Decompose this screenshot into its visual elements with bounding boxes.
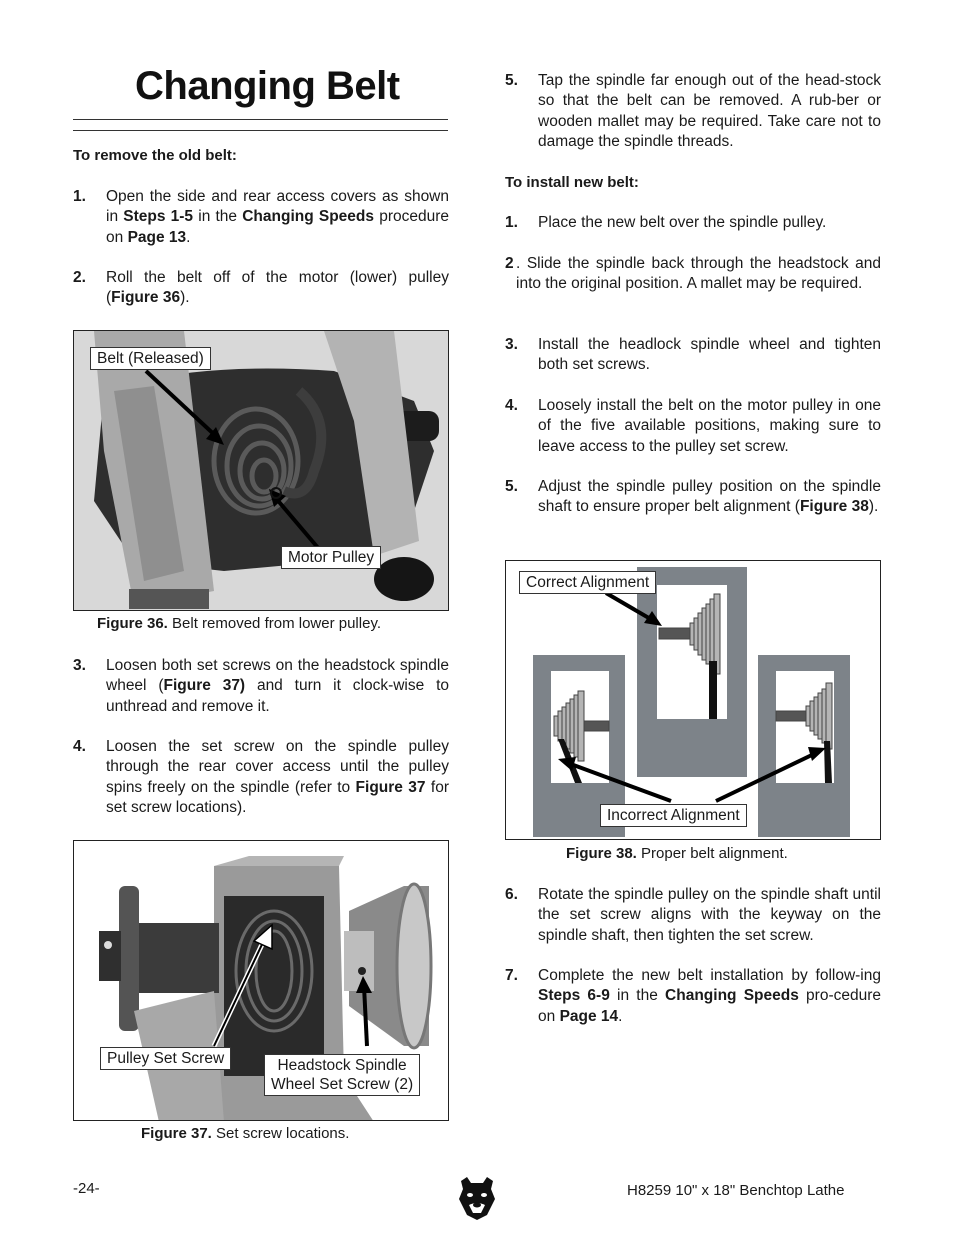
step-text: Open the side and rear access covers as shown in	[106, 188, 449, 226]
step-ref: Figure 38	[799, 498, 869, 516]
step-text: Complete the new belt installation by follow-ing	[538, 967, 881, 984]
step-number: 3.	[505, 336, 518, 353]
install-step-1	[505, 213, 881, 235]
install-step-2	[505, 254, 881, 316]
figure-36-label-motor-pulley: Motor Pulley	[281, 546, 381, 569]
remove-heading: To remove the old belt:	[73, 147, 237, 164]
step-ref: Changing Speeds	[242, 208, 375, 226]
step-text: .	[618, 1007, 623, 1025]
step-text: procedure on	[106, 208, 450, 246]
figure-37-label-headstock-set-screw	[264, 1054, 420, 1096]
install-step-5	[505, 477, 881, 539]
step-ref: Page 14	[559, 1007, 619, 1025]
remove-step-1	[73, 187, 449, 249]
step-number: 3.	[73, 657, 86, 674]
step-number: 6.	[505, 886, 518, 903]
step-text: pro-cedure on	[538, 987, 882, 1025]
step-number: 1.	[505, 214, 518, 231]
caption-text: Set screw locations.	[211, 1125, 350, 1142]
step-text: Loosen the set screw on the spindle pulley through the rear cover access until the pulley spins freely on the spindle (refer to	[106, 738, 449, 796]
step-ref: Figure 37	[355, 778, 426, 796]
step-ref: Figure 36	[111, 289, 181, 307]
step-number: 4.	[73, 738, 86, 755]
step-text: .	[186, 228, 191, 246]
step-ref: Steps 6-9	[538, 987, 610, 1005]
step-text: Roll the belt off of the motor (lower) pulley (	[106, 269, 449, 307]
page-number: -24-	[73, 1180, 100, 1197]
figure-38-label-incorrect: Incorrect Alignment	[600, 804, 747, 827]
figure-36-caption	[97, 615, 381, 632]
remove-step-2	[73, 268, 449, 310]
step-number: 5.	[505, 478, 518, 495]
step-text: Loosen both set screws on the headstock spindle wheel (	[106, 657, 449, 695]
install-step-4	[505, 396, 881, 458]
caption-text: Proper belt alignment.	[636, 845, 788, 862]
step-text: and turn it clock-wise to unthread and remove it.	[106, 677, 450, 715]
remove-step-4	[73, 737, 449, 821]
step-text: Rotate the spindle pulley on the spindle shaft until the set screw aligns with the keyway on the spindle shaft, then tighten the set screw.	[538, 886, 881, 944]
step-text: . Slide the spindle back through the headstock and into the original position. A mallet may be required.	[516, 255, 881, 293]
step-ref: Steps 1-5	[123, 208, 194, 226]
install-step-7	[505, 966, 881, 1028]
figure-37-photo	[73, 840, 449, 1121]
step-text: for set screw locations).	[106, 778, 449, 816]
figure-37-label-pulley-set-screw: Pulley Set Screw	[100, 1047, 231, 1070]
figure-37-caption	[141, 1125, 349, 1142]
step-text: Install the headlock spindle wheel and tighten both set screws.	[538, 336, 881, 374]
step-text: Place the new belt over the spindle pulley.	[538, 214, 827, 231]
step-number: 4.	[505, 397, 518, 414]
step-number: 2	[505, 255, 514, 272]
caption-number: Figure 38.	[566, 845, 637, 862]
title-rule-bottom	[73, 130, 448, 131]
step-number: 7.	[505, 967, 518, 984]
figure-38-diagram	[505, 560, 881, 840]
step-number: 1.	[73, 188, 86, 205]
label-line: Headstock Spindle	[277, 1057, 407, 1074]
figure-36-label-belt: Belt (Released)	[90, 347, 211, 370]
label-line: Wheel Set Screw (2)	[271, 1076, 414, 1093]
step-number: 2.	[73, 269, 86, 286]
figure-38-label-correct: Correct Alignment	[519, 571, 656, 594]
step-text: ).	[180, 289, 190, 307]
install-step-3	[505, 335, 881, 377]
step-text: Loosely install the belt on the motor pulley in one of the five available positions, making sure to leave access to the pulley set screw.	[538, 397, 881, 455]
step-number: 5.	[505, 72, 518, 89]
step-ref: Page 13	[127, 228, 187, 246]
caption-text: Belt removed from lower pulley.	[167, 615, 381, 632]
caption-number: Figure 36.	[97, 615, 168, 632]
belt-alignment-diagram	[506, 561, 881, 840]
caption-number: Figure 37.	[141, 1125, 212, 1142]
step-text: ).	[868, 498, 879, 516]
step-text: Adjust the spindle pulley position on the spindle shaft to ensure proper belt alignment (	[538, 478, 881, 516]
step-text: in the	[609, 987, 666, 1005]
figure-36-photo	[73, 330, 449, 611]
step-ref: Changing Speeds	[665, 987, 799, 1005]
footer-model: H8259 10" x 18" Benchtop Lathe	[627, 1182, 845, 1199]
figure-38-caption	[566, 845, 788, 862]
install-step-6	[505, 885, 881, 947]
step-ref: Figure 37)	[163, 677, 246, 695]
remove-step-5	[505, 71, 881, 155]
remove-step-3	[73, 656, 449, 718]
lathe-underside-illustration	[74, 331, 449, 611]
install-heading: To install new belt:	[505, 174, 639, 191]
step-text: in the	[193, 208, 243, 226]
step-text: Tap the spindle far enough out of the head-stock so that the belt can be removed. A rub-ber or wooden mallet may be required. Take care not to damage the spindle threads.	[538, 72, 881, 150]
page-title: Changing Belt	[135, 64, 400, 108]
title-rule-top	[73, 119, 448, 120]
grizzly-bear-logo-icon	[457, 1175, 497, 1221]
